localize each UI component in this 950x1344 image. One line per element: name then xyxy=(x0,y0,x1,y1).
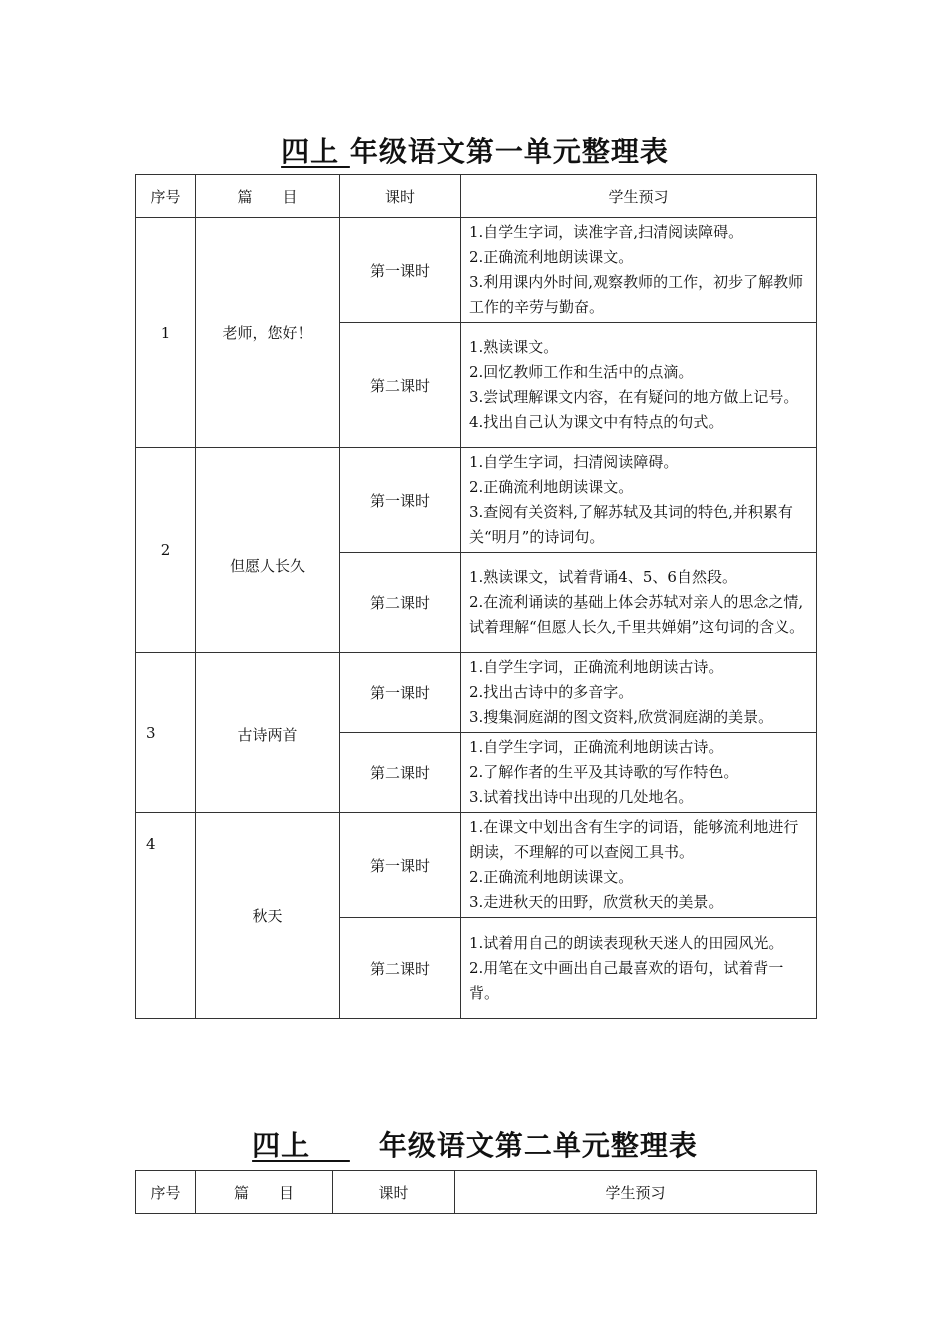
prep-item: 2.找出古诗中的多音字。 xyxy=(469,683,634,701)
prep-cell xyxy=(461,813,817,918)
unit2-title-rest: 年级语文第二单元整理表 xyxy=(349,1129,698,1162)
prep-item: 3.尝试理解课文内容，在有疑问的地方做上记号。 xyxy=(469,388,799,406)
table-row xyxy=(136,653,817,733)
prep-cell xyxy=(461,448,817,553)
unit2-title xyxy=(0,1124,950,1164)
header-lesson: 课时 xyxy=(333,1171,455,1214)
table-row xyxy=(136,813,817,918)
row-title: 但愿人长久 xyxy=(196,448,340,653)
prep-item: 1.熟读课文。 xyxy=(469,338,559,356)
unit1-table xyxy=(135,174,817,1019)
lesson-label: 第一课时 xyxy=(340,813,461,918)
lesson-label: 第二课时 xyxy=(340,733,461,813)
header-prep: 学生预习 xyxy=(455,1171,817,1214)
row-num: 1 xyxy=(136,218,196,448)
row-title: 秋天 xyxy=(196,813,340,1019)
prep-item: 2.在流利诵读的基础上体会苏轼对亲人的思念之情,试着理解“但愿人长久,千里共婵娟”这句词的含义。 xyxy=(469,593,805,636)
prep-item: 4.找出自己认为课文中有特点的句式。 xyxy=(469,413,724,431)
prep-item: 1.试着用自己的朗读表现秋天迷人的田园风光。 xyxy=(469,933,784,952)
lesson-label: 第一课时 xyxy=(340,448,461,553)
prep-item: 1.自学生字词，正确流利地朗读古诗。 xyxy=(469,738,724,756)
lesson-label: 第二课时 xyxy=(340,918,461,1019)
prep-item: 3.查阅有关资料,了解苏轼及其词的特色,并积累有关“明月”的诗词句。 xyxy=(469,503,793,546)
prep-item: 2.回忆教师工作和生活中的点滴。 xyxy=(469,363,694,381)
unit1-title-grade: 四上 xyxy=(281,135,350,168)
header-title: 篇 目 xyxy=(196,175,340,218)
row-num: 2 xyxy=(136,448,196,653)
prep-item: 1.自学生字词，读准字音,扫清阅读障碍。 xyxy=(469,223,744,241)
table-header-row xyxy=(136,175,817,218)
table-row xyxy=(136,218,817,323)
prep-item: 2.正确流利地朗读课文。 xyxy=(469,868,634,886)
prep-item: 2.正确流利地朗读课文。 xyxy=(469,248,634,266)
prep-item: 3.走进秋天的田野，欣赏秋天的美景。 xyxy=(469,893,724,911)
prep-item: 1.熟读课文，试着背诵4、5、6自然段。 xyxy=(469,568,737,586)
prep-item: 1.自学生字词，扫清阅读障碍。 xyxy=(469,453,679,471)
lesson-label: 第一课时 xyxy=(340,218,461,323)
lesson-label: 第二课时 xyxy=(340,553,461,653)
header-num: 序号 xyxy=(136,1171,196,1214)
unit1-title-rest: 年级语文第一单元整理表 xyxy=(349,135,669,168)
row-num: 4 xyxy=(136,813,196,1019)
header-num: 序号 xyxy=(136,175,196,218)
prep-cell xyxy=(461,918,817,1019)
prep-cell xyxy=(461,653,817,733)
row-title: 老师，您好！ xyxy=(196,218,340,448)
lesson-label: 第二课时 xyxy=(340,323,461,448)
row-title: 古诗两首 xyxy=(196,653,340,813)
lesson-label: 第一课时 xyxy=(340,653,461,733)
row-num: 3 xyxy=(136,653,196,813)
prep-item: 2.用笔在文中画出自己最喜欢的语句，试着背一背。 xyxy=(469,958,784,1002)
prep-item: 2.正确流利地朗读课文。 xyxy=(469,478,634,496)
header-title: 篇 目 xyxy=(196,1171,333,1214)
prep-cell xyxy=(461,553,817,653)
prep-item: 2.了解作者的生平及其诗歌的写作特色。 xyxy=(469,763,739,781)
header-lesson: 课时 xyxy=(340,175,461,218)
prep-item: 1.在课文中划出含有生字的词语，能够流利地进行朗读，不理解的可以查阅工具书。 xyxy=(469,818,799,861)
prep-item: 1.自学生字词，正确流利地朗读古诗。 xyxy=(469,658,724,676)
prep-item: 3.搜集洞庭湖的图文资料,欣赏洞庭湖的美景。 xyxy=(469,708,774,726)
unit2-title-grade: 四上 xyxy=(252,1129,350,1162)
prep-item: 3.利用课内外时间,观察教师的工作，初步了解教师工作的辛劳与勤奋。 xyxy=(469,273,804,316)
prep-cell xyxy=(461,218,817,323)
prep-item: 3.试着找出诗中出现的几处地名。 xyxy=(469,788,694,806)
header-prep: 学生预习 xyxy=(461,175,817,218)
table-row xyxy=(136,448,817,553)
unit2-table xyxy=(135,1170,817,1214)
table-header-row xyxy=(136,1171,817,1214)
unit1-title xyxy=(0,130,950,170)
prep-cell xyxy=(461,323,817,448)
prep-cell xyxy=(461,733,817,813)
